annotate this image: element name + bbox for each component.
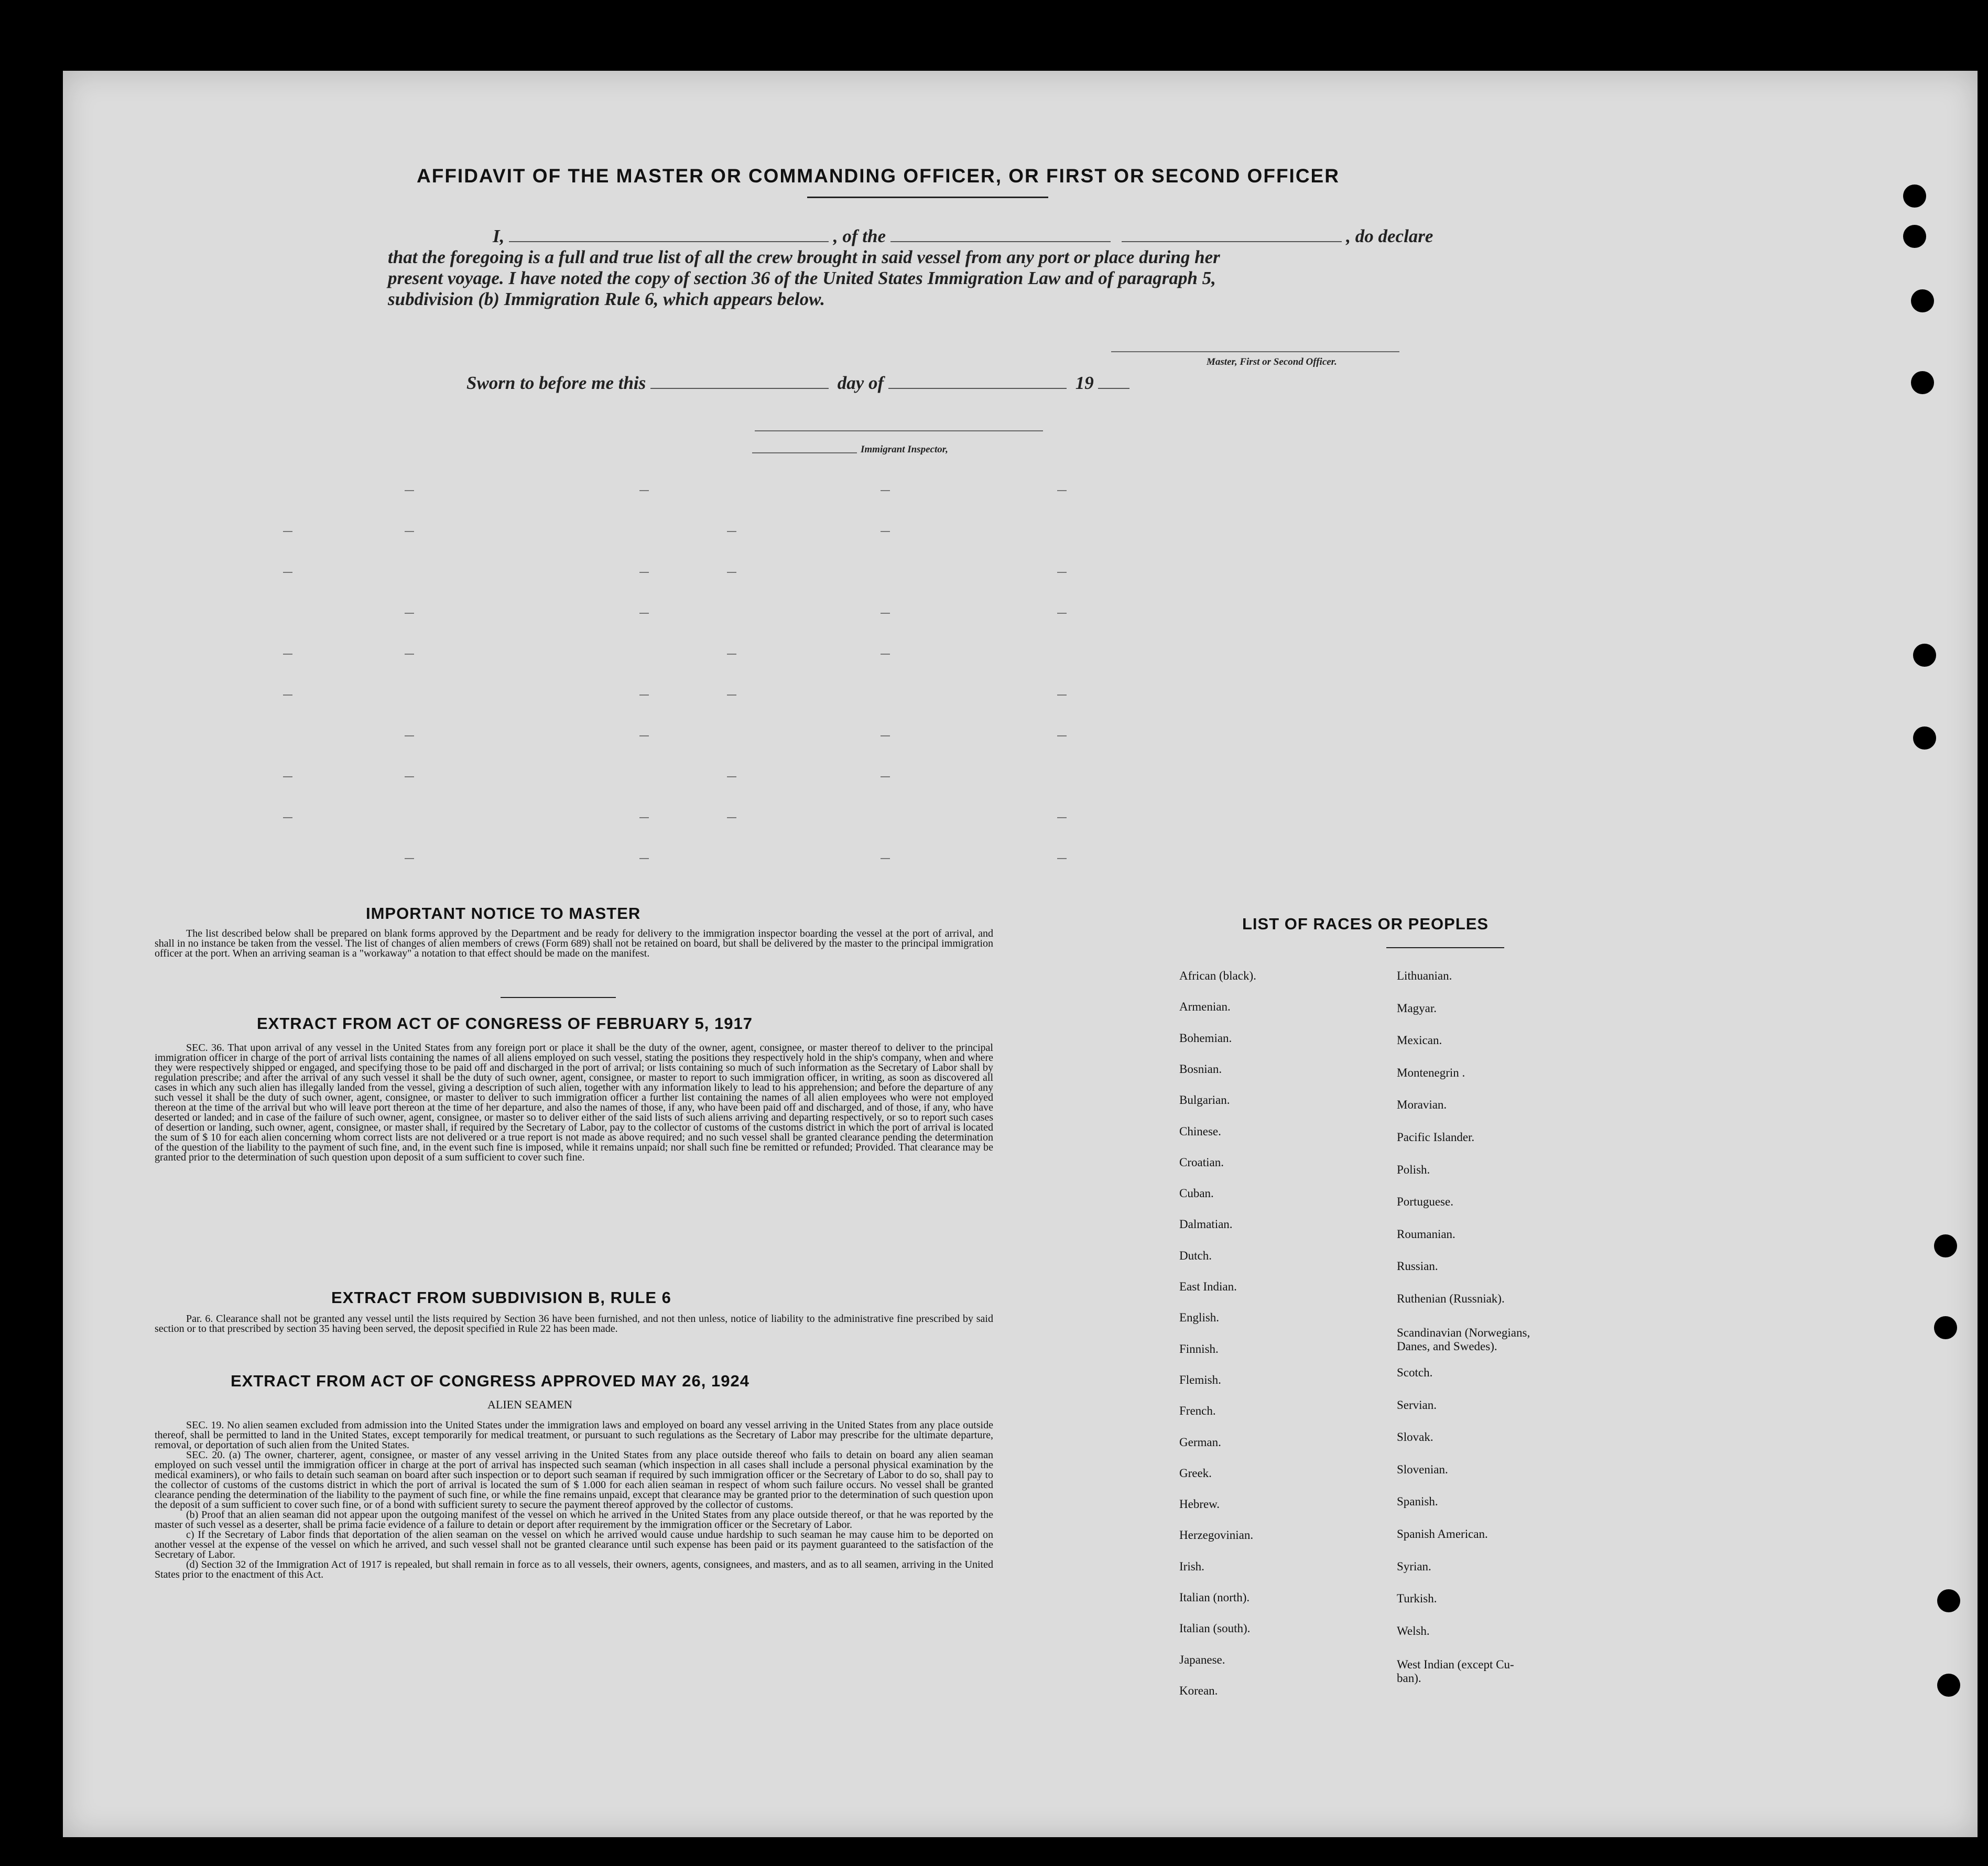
notice-rule: [501, 997, 616, 998]
inspector-line-top[interactable]: [755, 430, 1043, 431]
notice-text: The list described below shall be prepared on blank forms approved by the Department and be ready for delivery to the immigration inspector boarding the vessel at the port of arrival, and shall in no instance be taken from the vessel. The list of changes of alien members of crews (Form 689) shall not be retained on board, but shall be delivered by the master to the principal immigration officer at the port. When an arriving seaman is a "workaway" a notation to that effect should be made on the manifest.: [155, 928, 993, 959]
bleed-mark: [283, 572, 292, 573]
sec-19-paragraph: SEC. 19. No alien seamen excluded from admission into the United States under the immigration laws and employed on board any vessel arriving in the United States from any place outside thereof, shall be permitted to land in the United States, except temporarily for medical treatment, or pursuant to such regulations as the Secretary of Labor may prescribe for the ultimate departure, removal, or deportation of such alien from the United States.: [155, 1419, 993, 1451]
sworn-day-blank[interactable]: [650, 372, 829, 389]
extract-1917-title: EXTRACT FROM ACT OF CONGRESS OF FEBRUARY 5, 1917: [257, 1014, 753, 1033]
race-item: Lithuanian.: [1397, 969, 1452, 982]
bleed-mark: [1057, 490, 1067, 491]
extract-1924-text: [155, 1420, 993, 1580]
affidavit-line-3: present voyage. I have noted the copy of section 36 of the United States Immigration Law and of paragraph 5,: [388, 268, 1216, 288]
bleed-mark: [1057, 695, 1067, 696]
affidavit-title: AFFIDAVIT OF THE MASTER OR COMMANDING OFFICER, OR FIRST OR SECOND OFFICER: [417, 165, 1340, 187]
affidavit-title-rule: [807, 197, 1048, 198]
sec-20c-paragraph: c) If the Secretary of Labor finds that deportation of the alien seaman on the vessel on which he arrived would cause undue hardship to such seaman he may cause him to be deported on another vessel at the expense of the vessel on which he arrived, and such vessel shall not be granted clearance until such expense has been paid or its payment guaranteed to the satisfaction of the Secretary of Labor.: [155, 1529, 993, 1560]
extract-1917-text: SEC. 36. That upon arrival of any vessel in the United States from any foreign port or place it shall be the duty of the owner, agent, consignee, or master thereof to deliver to the principal immigration officer in charge of the port of arrival lists containing the names of all aliens employed on such vessel, stating the positions they respectively hold in the ship's company, when and where they were respectively shipped or engaged, and specifying those to be paid off and discharged in the port of arrival; or lists containing so much of such information as the Secretary of Labor shall by regulation prescribe; and after the arrival of any such vessel it shall be the duty of such owner, agent, consignee, or master to report to such immigration officer, in writing, as soon as discovered all cases in which any such alien has illegally landed from the vessel, giving a description of such alien, together with any information likely to lead to his apprehension; and before the departure of any such vessel it shall be the duty of such owner, agent, consignee, or master to deliver to such immigration officer a further list containing the names of all alien employees who were not employed thereon at the time of the arrival but who will leave port thereon at the time of her departure, and also the names of those, if any, who have been paid off and discharged, and of those, if any, who have deserted or landed; and in case of the failure of such owner, agent, consignee, or master so to deliver either of the said lists of such aliens arriving and departing respectively, or so to report such cases of desertion or landing, such owner, agent, consignee, or master shall, if required by the Secretary of Labor, pay to the collector of customs of the customs district in which the port of arrival is located the sum of $ 10 for each alien concerning whom correct lists are not delivered or a true report is not made as above required; and no such vessel shall be granted clearance pending the determination of the question of the liability to the payment of such fine, and, in the event such fine is imposed, while it remains unpaid; nor shall such fine be remitted or refunded; Provided. That clearance may be granted prior to the determination of such question upon deposit of a sum sufficient to cover such fine.: [155, 1042, 993, 1163]
punch-hole: [1913, 644, 1936, 667]
bleed-mark: [639, 817, 649, 818]
bleed-mark: [639, 572, 649, 573]
race-item: Polish.: [1397, 1163, 1430, 1176]
bleed-mark: [639, 735, 649, 736]
race-item: Spanish.: [1397, 1495, 1438, 1509]
punch-hole: [1937, 1674, 1960, 1697]
race-item: West Indian (except Cu-: [1397, 1657, 1514, 1671]
bleed-mark: [727, 817, 736, 818]
sec-20a-paragraph: SEC. 20. (a) The owner, charterer, agent, consignee, or master of any vessel arriving in the United States from any place outside thereof who fails to detain on board any alien seaman employed on such vessel until the immigration officer in charge at the port of arrival has inspected such seaman (which inspection in all cases shall include a personal physical examination by the medical examiners), or who fails to detain such seaman on board after such inspection or to deport such seaman if required by such immigration officer or the Secretary of Labor to do so, shall pay to the collector of customs of the customs district in which the port of arrival is located the sum of $ 1.000 for each alien seaman in respect of whom such failure occurs. No vessel shall be granted clearance pending the determination of the liability to the payment of such fine, or while the fine remains unpaid, except that clearance may be granted prior to the determination of such question upon the deposit of a sum sufficient to cover such fine, or of a bond with sufficient surety to secure the payment thereof approved by the collector of customs.: [155, 1449, 993, 1511]
bleed-mark: [881, 490, 890, 491]
sworn-month-blank[interactable]: [888, 372, 1067, 389]
master-signature-line[interactable]: [1111, 351, 1399, 352]
punch-hole: [1934, 1234, 1957, 1257]
bleed-mark: [639, 613, 649, 614]
race-item: Magyar.: [1397, 1001, 1437, 1015]
race-item: Flemish.: [1179, 1373, 1221, 1386]
bleed-mark: [283, 776, 292, 777]
race-item: Spanish American.: [1397, 1527, 1488, 1540]
punch-hole: [1903, 185, 1926, 208]
bleed-mark: [1057, 613, 1067, 614]
bleed-mark: [405, 613, 414, 614]
race-item: Turkish.: [1397, 1592, 1437, 1605]
sworn-year-blank[interactable]: [1098, 372, 1129, 389]
bleed-mark: [639, 695, 649, 696]
punch-hole: [1913, 726, 1936, 750]
rule-6-text: Par. 6. Clearance shall not be granted any vessel until the lists required by Section 36 have been furnished, and not then unless, notice of liability to the administrative fine prescribed by said section or to that prescribed by section 35 having been served, the deposit specified in Rule 22 has been made.: [155, 1313, 993, 1335]
race-item: ban).: [1397, 1671, 1421, 1685]
race-item: French.: [1179, 1404, 1216, 1418]
punch-hole: [1911, 371, 1934, 394]
race-item: Ruthenian (Russniak).: [1397, 1292, 1505, 1305]
race-item: Armenian.: [1179, 1000, 1231, 1014]
race-item: Mexican.: [1397, 1034, 1442, 1047]
affidavit-do-declare: , do declare: [1346, 226, 1433, 246]
race-item: Scandinavian (Norwegians,: [1397, 1326, 1530, 1339]
race-item: Finnish.: [1179, 1342, 1219, 1355]
punch-hole: [1934, 1316, 1957, 1339]
race-item: African (black).: [1179, 969, 1256, 982]
affidavit-i: I,: [493, 226, 505, 246]
race-item: Croatian.: [1179, 1155, 1224, 1169]
bleed-mark: [727, 654, 736, 655]
punch-hole: [1903, 225, 1926, 248]
race-item: Slovenian.: [1397, 1462, 1448, 1476]
sec-20b-paragraph: (b) Proof that an alien seaman did not appear upon the outgoing manifest of the vessel on which he arrived in the United States from any place outside thereof, or that he was reported by the master of such vessel as a deserter, shall be prima facie evidence of a failure to detain or deport after requirement by the immigration officer or the Secretary of Labor.: [155, 1509, 993, 1531]
notice-title: IMPORTANT NOTICE TO MASTER: [366, 904, 641, 923]
extract-1924-subtitle: ALIEN SEAMEN: [487, 1398, 572, 1411]
bleed-mark: [727, 531, 736, 532]
race-item: Portuguese.: [1397, 1195, 1453, 1209]
race-item: Irish.: [1179, 1559, 1204, 1573]
bleed-mark: [283, 695, 292, 696]
bleed-mark: [1057, 817, 1067, 818]
race-item: Pacific Islander.: [1397, 1131, 1475, 1144]
race-item: Montenegrin .: [1397, 1066, 1465, 1079]
race-item: Hebrew.: [1179, 1498, 1220, 1511]
bleed-mark: [881, 531, 890, 532]
race-item: Scotch.: [1397, 1366, 1433, 1379]
bleed-mark: [639, 858, 649, 859]
bleed-mark: [1057, 572, 1067, 573]
bleed-mark: [283, 654, 292, 655]
name-blank[interactable]: [509, 225, 829, 242]
extract-1924-title: EXTRACT FROM ACT OF CONGRESS APPROVED MAY 26, 1924: [231, 1372, 749, 1390]
vessel-blank[interactable]: [890, 225, 1111, 242]
affidavit-of-the: , of the: [833, 226, 886, 246]
bleed-mark: [405, 490, 414, 491]
bleed-mark: [405, 531, 414, 532]
affidavit-line-2: that the foregoing is a full and true list of all the crew brought in said vessel from any port or place during her: [388, 247, 1220, 267]
bleed-mark: [727, 695, 736, 696]
bleed-mark: [405, 735, 414, 736]
bleed-mark: [881, 654, 890, 655]
bleed-mark: [881, 735, 890, 736]
bleed-mark: [405, 654, 414, 655]
race-item: Welsh.: [1397, 1624, 1430, 1637]
punch-hole: [1911, 289, 1934, 312]
bleed-mark: [727, 572, 736, 573]
rule-6-title: EXTRACT FROM SUBDIVISION B, RULE 6: [331, 1288, 671, 1307]
race-item: Syrian.: [1397, 1559, 1431, 1573]
vessel-blank-2[interactable]: [1122, 225, 1342, 242]
bleed-mark: [881, 858, 890, 859]
bleed-mark: [405, 858, 414, 859]
day-of-text: day of: [837, 373, 884, 393]
master-caption: Master, First or Second Officer.: [1207, 356, 1337, 367]
races-title: LIST OF RACES OR PEOPLES: [1242, 915, 1489, 933]
sec-20d-paragraph: (d) Section 32 of the Immigration Act of 1917 is repealed, but shall remain in force as to all vessels, their owners, agents, consignees, and masters, and as to all seamen, arriving in the United States prior to the enactment of this Act.: [155, 1559, 993, 1580]
inspector-caption: Immigrant Inspector,: [861, 444, 948, 455]
year-prefix: 19: [1075, 373, 1094, 393]
race-item: Italian (north).: [1179, 1591, 1250, 1604]
punch-hole: [1937, 1589, 1960, 1612]
race-item: East Indian.: [1179, 1280, 1237, 1293]
bleed-mark: [639, 490, 649, 491]
race-item: Servian.: [1397, 1398, 1437, 1412]
bleed-mark: [405, 776, 414, 777]
race-item: Korean.: [1179, 1684, 1218, 1697]
race-item: German.: [1179, 1435, 1221, 1449]
bleed-mark: [727, 776, 736, 777]
race-item: Bulgarian.: [1179, 1093, 1230, 1107]
race-item: English.: [1179, 1311, 1220, 1325]
race-item: Italian (south).: [1179, 1622, 1251, 1635]
manifest-page: [63, 71, 1978, 1837]
race-item: Herzegovinian.: [1179, 1528, 1254, 1542]
affidavit-line-4: subdivision (b) Immigration Rule 6, which appears below.: [388, 289, 825, 309]
bleed-mark: [283, 531, 292, 532]
bleed-mark: [881, 613, 890, 614]
race-item: Japanese.: [1179, 1653, 1225, 1666]
race-item: Russian.: [1397, 1260, 1438, 1273]
race-item: Chinese.: [1179, 1124, 1221, 1138]
inspector-line[interactable]: [752, 452, 857, 453]
bleed-mark: [881, 776, 890, 777]
race-item: Bohemian.: [1179, 1031, 1232, 1045]
races-title-rule: [1386, 947, 1504, 948]
race-item: Slovak.: [1397, 1430, 1433, 1444]
bleed-mark: [283, 817, 292, 818]
race-item: Cuban.: [1179, 1187, 1214, 1200]
sworn-line: [466, 372, 1129, 394]
race-item: Bosnian.: [1179, 1062, 1222, 1076]
bleed-mark: [1057, 735, 1067, 736]
race-item: Greek.: [1179, 1466, 1212, 1480]
sworn-text: Sworn to before me this: [466, 373, 646, 393]
race-item: Moravian.: [1397, 1098, 1447, 1112]
affidavit-text: [388, 225, 1468, 310]
race-item: Dalmatian.: [1179, 1218, 1233, 1231]
bleed-mark: [1057, 858, 1067, 859]
race-item: Dutch.: [1179, 1249, 1212, 1262]
race-item: Roumanian.: [1397, 1227, 1455, 1241]
race-item: Danes, and Swedes).: [1397, 1340, 1497, 1353]
